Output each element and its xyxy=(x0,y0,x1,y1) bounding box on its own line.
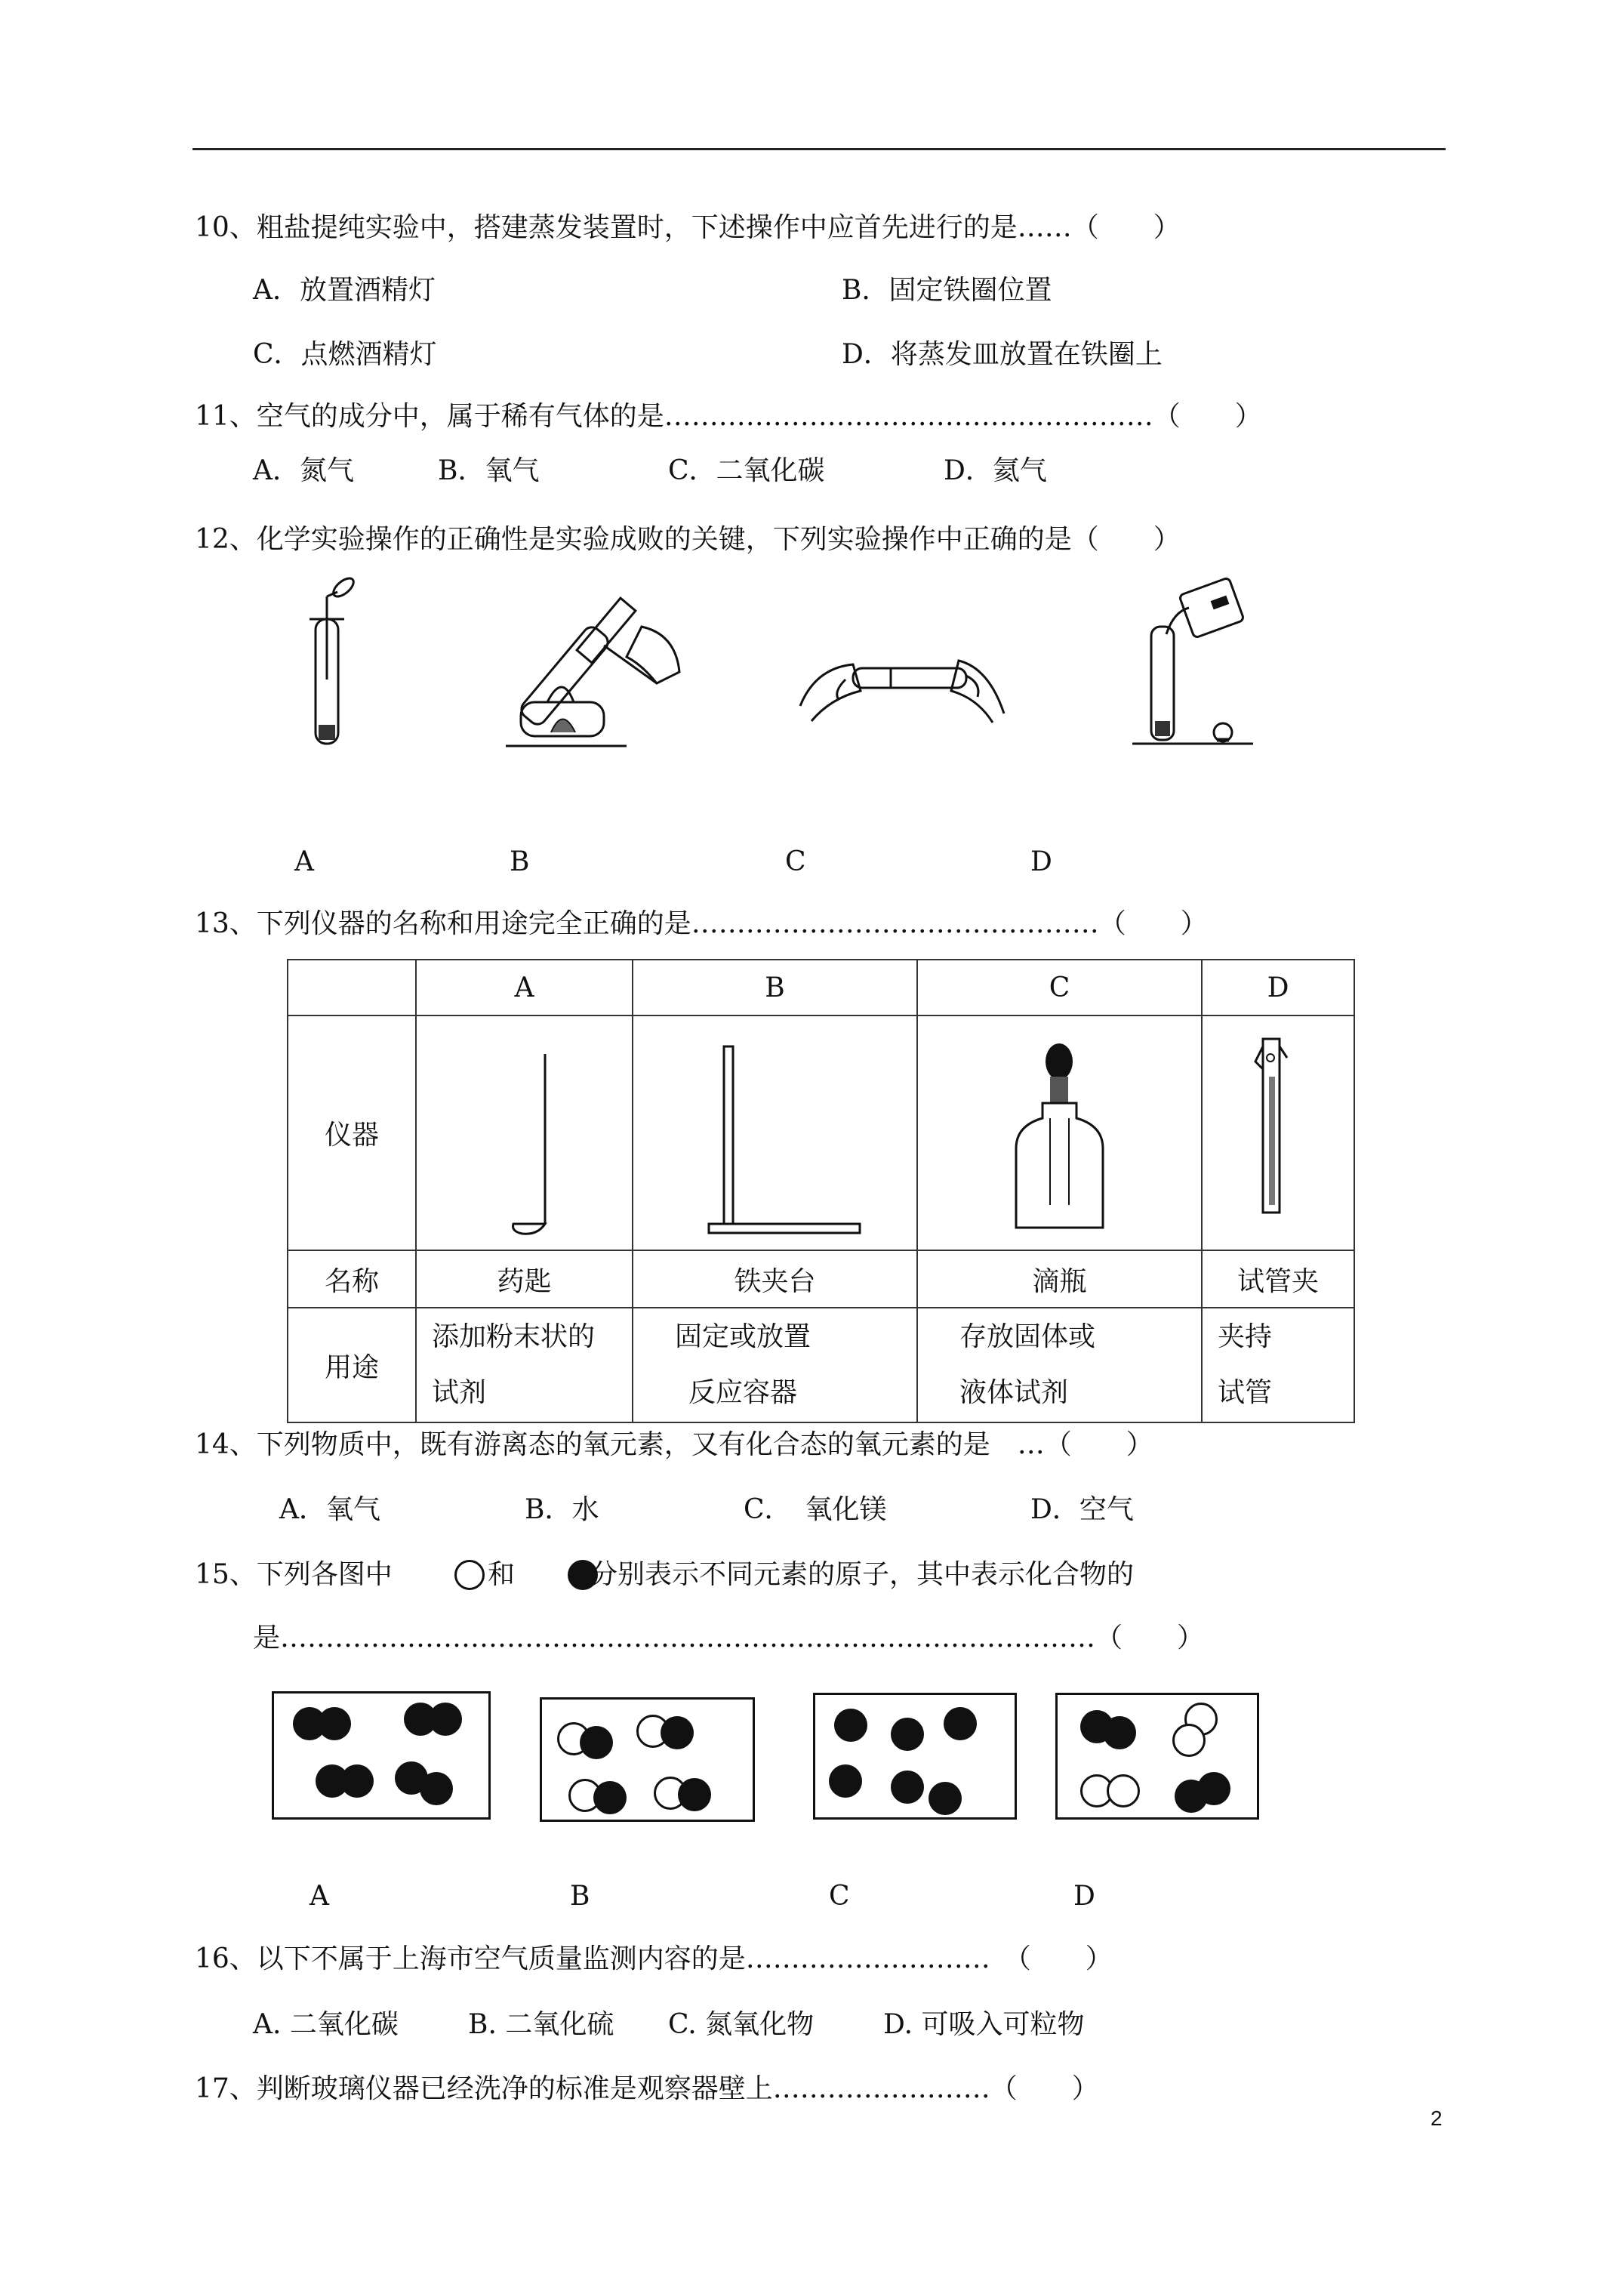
use-a: 添加粉末状的 试剂 xyxy=(416,1308,633,1422)
q12-label-d: D xyxy=(1030,846,1052,877)
instrument-d-cell xyxy=(1202,1015,1354,1250)
instrument-table xyxy=(287,959,1355,1423)
atom xyxy=(891,1771,924,1804)
name-c: 滴瓶 xyxy=(917,1250,1202,1308)
atom xyxy=(1197,1772,1230,1805)
q16-option-a: A. 二氧化碳 xyxy=(253,2009,399,2040)
row-label-instrument: 仪器 xyxy=(288,1015,416,1250)
q14-option-b: B．水 xyxy=(525,1494,599,1525)
question-14-stem: 14、下列物质中，既有游离态的氧元素，又有化合态的氧元素的是 …（ ） xyxy=(195,1429,1153,1460)
dropper-bottle-icon xyxy=(918,1016,1201,1243)
question-11-stem: 11、空气的成分中，属于稀有气体的是………………………………………………（ ） xyxy=(195,401,1262,432)
atom xyxy=(429,1703,462,1736)
name-b: 铁夹台 xyxy=(633,1250,917,1308)
spoon-icon xyxy=(417,1016,632,1243)
q12-label-a: A xyxy=(294,846,314,877)
name-d: 试管夹 xyxy=(1202,1250,1354,1308)
q10-option-a: A．放置酒精灯 xyxy=(253,275,436,306)
row-label-name: 名称 xyxy=(288,1250,416,1308)
atom xyxy=(340,1764,374,1798)
table-header-c: C xyxy=(917,960,1202,1015)
atom xyxy=(661,1716,694,1749)
atom xyxy=(678,1778,711,1811)
question-12-stem: 12、化学实验操作的正确性是实验成败的关键，下列实验操作中正确的是（ ） xyxy=(195,524,1181,555)
particle-box-d xyxy=(1055,1693,1259,1820)
question-15-stem-and: 和 xyxy=(488,1559,516,1590)
q11-option-c: C．二氧化碳 xyxy=(668,455,825,486)
heating-test-tube-figure xyxy=(506,581,694,755)
question-15-stem-part1: 15、下列各图中 xyxy=(195,1559,393,1590)
white-atom-icon xyxy=(454,1560,485,1590)
particle-box-a xyxy=(272,1691,491,1820)
iron-stand-icon xyxy=(633,1016,916,1243)
q10-option-d: D．将蒸发皿放置在铁圈上 xyxy=(842,339,1163,370)
q15-label-a: A xyxy=(310,1881,329,1912)
q12-label-b: B xyxy=(510,846,530,877)
test-tube-dropper-figure xyxy=(302,574,370,747)
atom xyxy=(829,1764,862,1798)
q14-option-d: D．空气 xyxy=(1030,1494,1134,1525)
atom xyxy=(929,1782,962,1815)
table-header-b: B xyxy=(633,960,917,1015)
atom xyxy=(1107,1774,1140,1808)
question-13-stem: 13、下列仪器的名称和用途完全正确的是………………………………………（ ） xyxy=(195,908,1208,939)
shaking-test-tube-figure xyxy=(800,638,1004,729)
atom xyxy=(891,1718,924,1751)
pouring-liquid-figure xyxy=(1132,581,1261,747)
header-rule xyxy=(192,148,1446,150)
atom xyxy=(593,1781,627,1814)
use-c: 存放固体或 液体试剂 xyxy=(917,1308,1202,1422)
q14-option-c: C． 氧化镁 xyxy=(744,1494,887,1525)
q11-option-d: D．氦气 xyxy=(944,455,1047,486)
table-corner-cell xyxy=(288,960,416,1015)
atom xyxy=(834,1709,867,1742)
atom xyxy=(420,1772,453,1805)
question-15-stem-part3: 是………………………………………………………………………………（ ） xyxy=(253,1623,1204,1653)
atom xyxy=(318,1707,351,1740)
q11-option-b: B．氧气 xyxy=(438,455,540,486)
q16-option-d: D. 可吸入可粒物 xyxy=(883,2009,1085,2040)
particle-box-b xyxy=(540,1697,755,1822)
q16-option-b: B. 二氧化硫 xyxy=(468,2009,614,2040)
atom xyxy=(1172,1724,1206,1757)
test-tube-clamp-icon xyxy=(1203,1016,1354,1243)
q16-option-c: C. 氮氧化物 xyxy=(668,2009,815,2040)
q12-label-c: C xyxy=(785,846,806,877)
question-17-stem: 17、判断玻璃仪器已经洗净的标准是观察器壁上……………………（ ） xyxy=(195,2073,1099,2104)
q15-label-b: B xyxy=(570,1881,590,1912)
question-10-stem: 10、粗盐提纯实验中，搭建蒸发装置时，下述操作中应首先进行的是……（ ） xyxy=(195,212,1181,243)
q15-label-d: D xyxy=(1073,1881,1095,1912)
q14-option-a: A．氧气 xyxy=(279,1494,380,1525)
atom xyxy=(580,1726,613,1759)
q10-option-c: C．点燃酒精灯 xyxy=(253,339,437,370)
table-header-a: A xyxy=(416,960,633,1015)
instrument-a-cell xyxy=(416,1015,633,1250)
q10-option-b: B．固定铁圈位置 xyxy=(842,275,1052,306)
table-header-d: D xyxy=(1202,960,1354,1015)
use-d: 夹持 试管 xyxy=(1202,1308,1354,1422)
atom xyxy=(944,1707,977,1740)
question-15-stem-part2: 分别表示不同元素的原子，其中表示化合物的 xyxy=(590,1559,1135,1590)
particle-box-c xyxy=(813,1693,1017,1820)
use-b: 固定或放置 反应容器 xyxy=(633,1308,917,1422)
name-a: 药匙 xyxy=(416,1250,633,1308)
page-number: 2 xyxy=(1431,2106,1443,2130)
question-16-stem: 16、以下不属于上海市空气质量监测内容的是……………………… （ ） xyxy=(195,1943,1113,1974)
instrument-b-cell xyxy=(633,1015,917,1250)
row-label-use: 用途 xyxy=(288,1308,416,1422)
q15-label-c: C xyxy=(829,1881,850,1912)
atom xyxy=(1103,1716,1136,1749)
instrument-c-cell xyxy=(917,1015,1202,1250)
q11-option-a: A．氮气 xyxy=(253,455,354,486)
